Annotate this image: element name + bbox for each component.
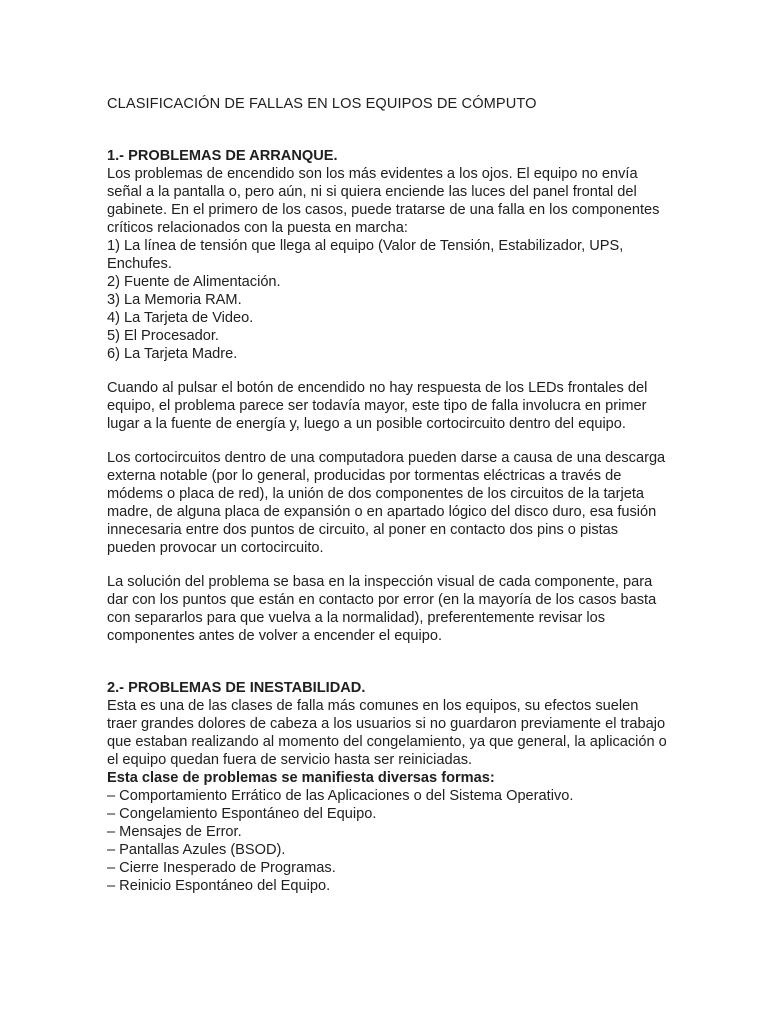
list-item: – Congelamiento Espontáneo del Equipo.	[107, 806, 377, 822]
list-item: – Reinicio Espontáneo del Equipo.	[107, 878, 331, 894]
document-page	[107, 95, 667, 895]
list-item: – Comportamiento Errático de las Aplicaciones o del Sistema Operativo.	[107, 788, 574, 804]
list-item: – Mensajes de Error.	[107, 824, 242, 840]
list-item: 1) La línea de tensión que llega al equipo (Valor de Tensión, Estabilizador, UPS, Enchufes.	[107, 238, 624, 272]
list-item: 4) La Tarjeta de Video.	[107, 310, 254, 326]
symptom-list	[107, 787, 667, 895]
section-arranque-intro: Los problemas de encendido son los más evidentes a los ojos. El equipo no envía señal a la pantalla o, pero aún, ni si quiera enciende las luces del panel frontal del gabinete. En el primero de los casos, puede tratarse de una falla en los componentes críticos relacionados con la puesta en marcha:	[107, 166, 660, 236]
section-inestabilidad-intro: Esta es una de las clases de falla más comunes en los equipos, su efectos suelen traer grandes dolores de cabeza a los usuarios si no guardaron previamente el trabajo que estaban realizando al momento del congelamiento, ya que general, la aplicación o el equipo quedan fuera de servicio hasta ser reiniciadas.	[107, 698, 667, 768]
list-item: 2) Fuente de Alimentación.	[107, 274, 281, 290]
paragraph-solucion: La solución del problema se basa en la inspección visual de cada componente, para dar con los puntos que están en contacto por error (en la mayoría de los casos basta con separarlos para que vuelva a la normalidad), preferentemente revisar los componentes antes de volver a encender el equipo.	[107, 574, 657, 644]
symptoms-heading: Esta clase de problemas se manifiesta diversas formas:	[107, 770, 495, 786]
component-list	[107, 237, 667, 363]
spacer	[107, 113, 667, 147]
list-item: – Cierre Inesperado de Programas.	[107, 860, 336, 876]
list-item: – Pantallas Azules (BSOD).	[107, 842, 286, 858]
spacer	[107, 433, 667, 449]
list-item: 6) La Tarjeta Madre.	[107, 346, 238, 362]
spacer	[107, 645, 667, 679]
section-arranque	[107, 147, 667, 645]
spacer	[107, 363, 667, 379]
paragraph-leds: Cuando al pulsar el botón de encendido no hay respuesta de los LEDs frontales del equipo, el problema parece ser todavía mayor, este tipo de falla involucra en primer lugar a la fuente de energía y, luego a un posible cortocircuito dentro del equipo.	[107, 380, 648, 432]
section-heading-arranque: 1.- PROBLEMAS DE ARRANQUE.	[107, 148, 338, 164]
section-heading-inestabilidad: 2.- PROBLEMAS DE INESTABILIDAD.	[107, 680, 366, 696]
document-title: CLASIFICACIÓN DE FALLAS EN LOS EQUIPOS DE CÓMPUTO	[107, 96, 537, 112]
section-inestabilidad	[107, 679, 667, 895]
paragraph-cortocircuitos: Los cortocircuitos dentro de una computadora pueden darse a causa de una descarga externa notable (por lo general, producidas por tormentas eléctricas a través de módems o placa de red), la unión de dos componentes de los circuitos de la tarjeta madre, de alguna placa de expansión o en apartado lógico del disco duro, esa fusión innecesaria entre dos puntos de circuito, al poner en contacto dos pins o pistas pueden provocar un cortocircuito.	[107, 450, 666, 556]
list-item: 5) El Procesador.	[107, 328, 219, 344]
spacer	[107, 557, 667, 573]
list-item: 3) La Memoria RAM.	[107, 292, 242, 308]
